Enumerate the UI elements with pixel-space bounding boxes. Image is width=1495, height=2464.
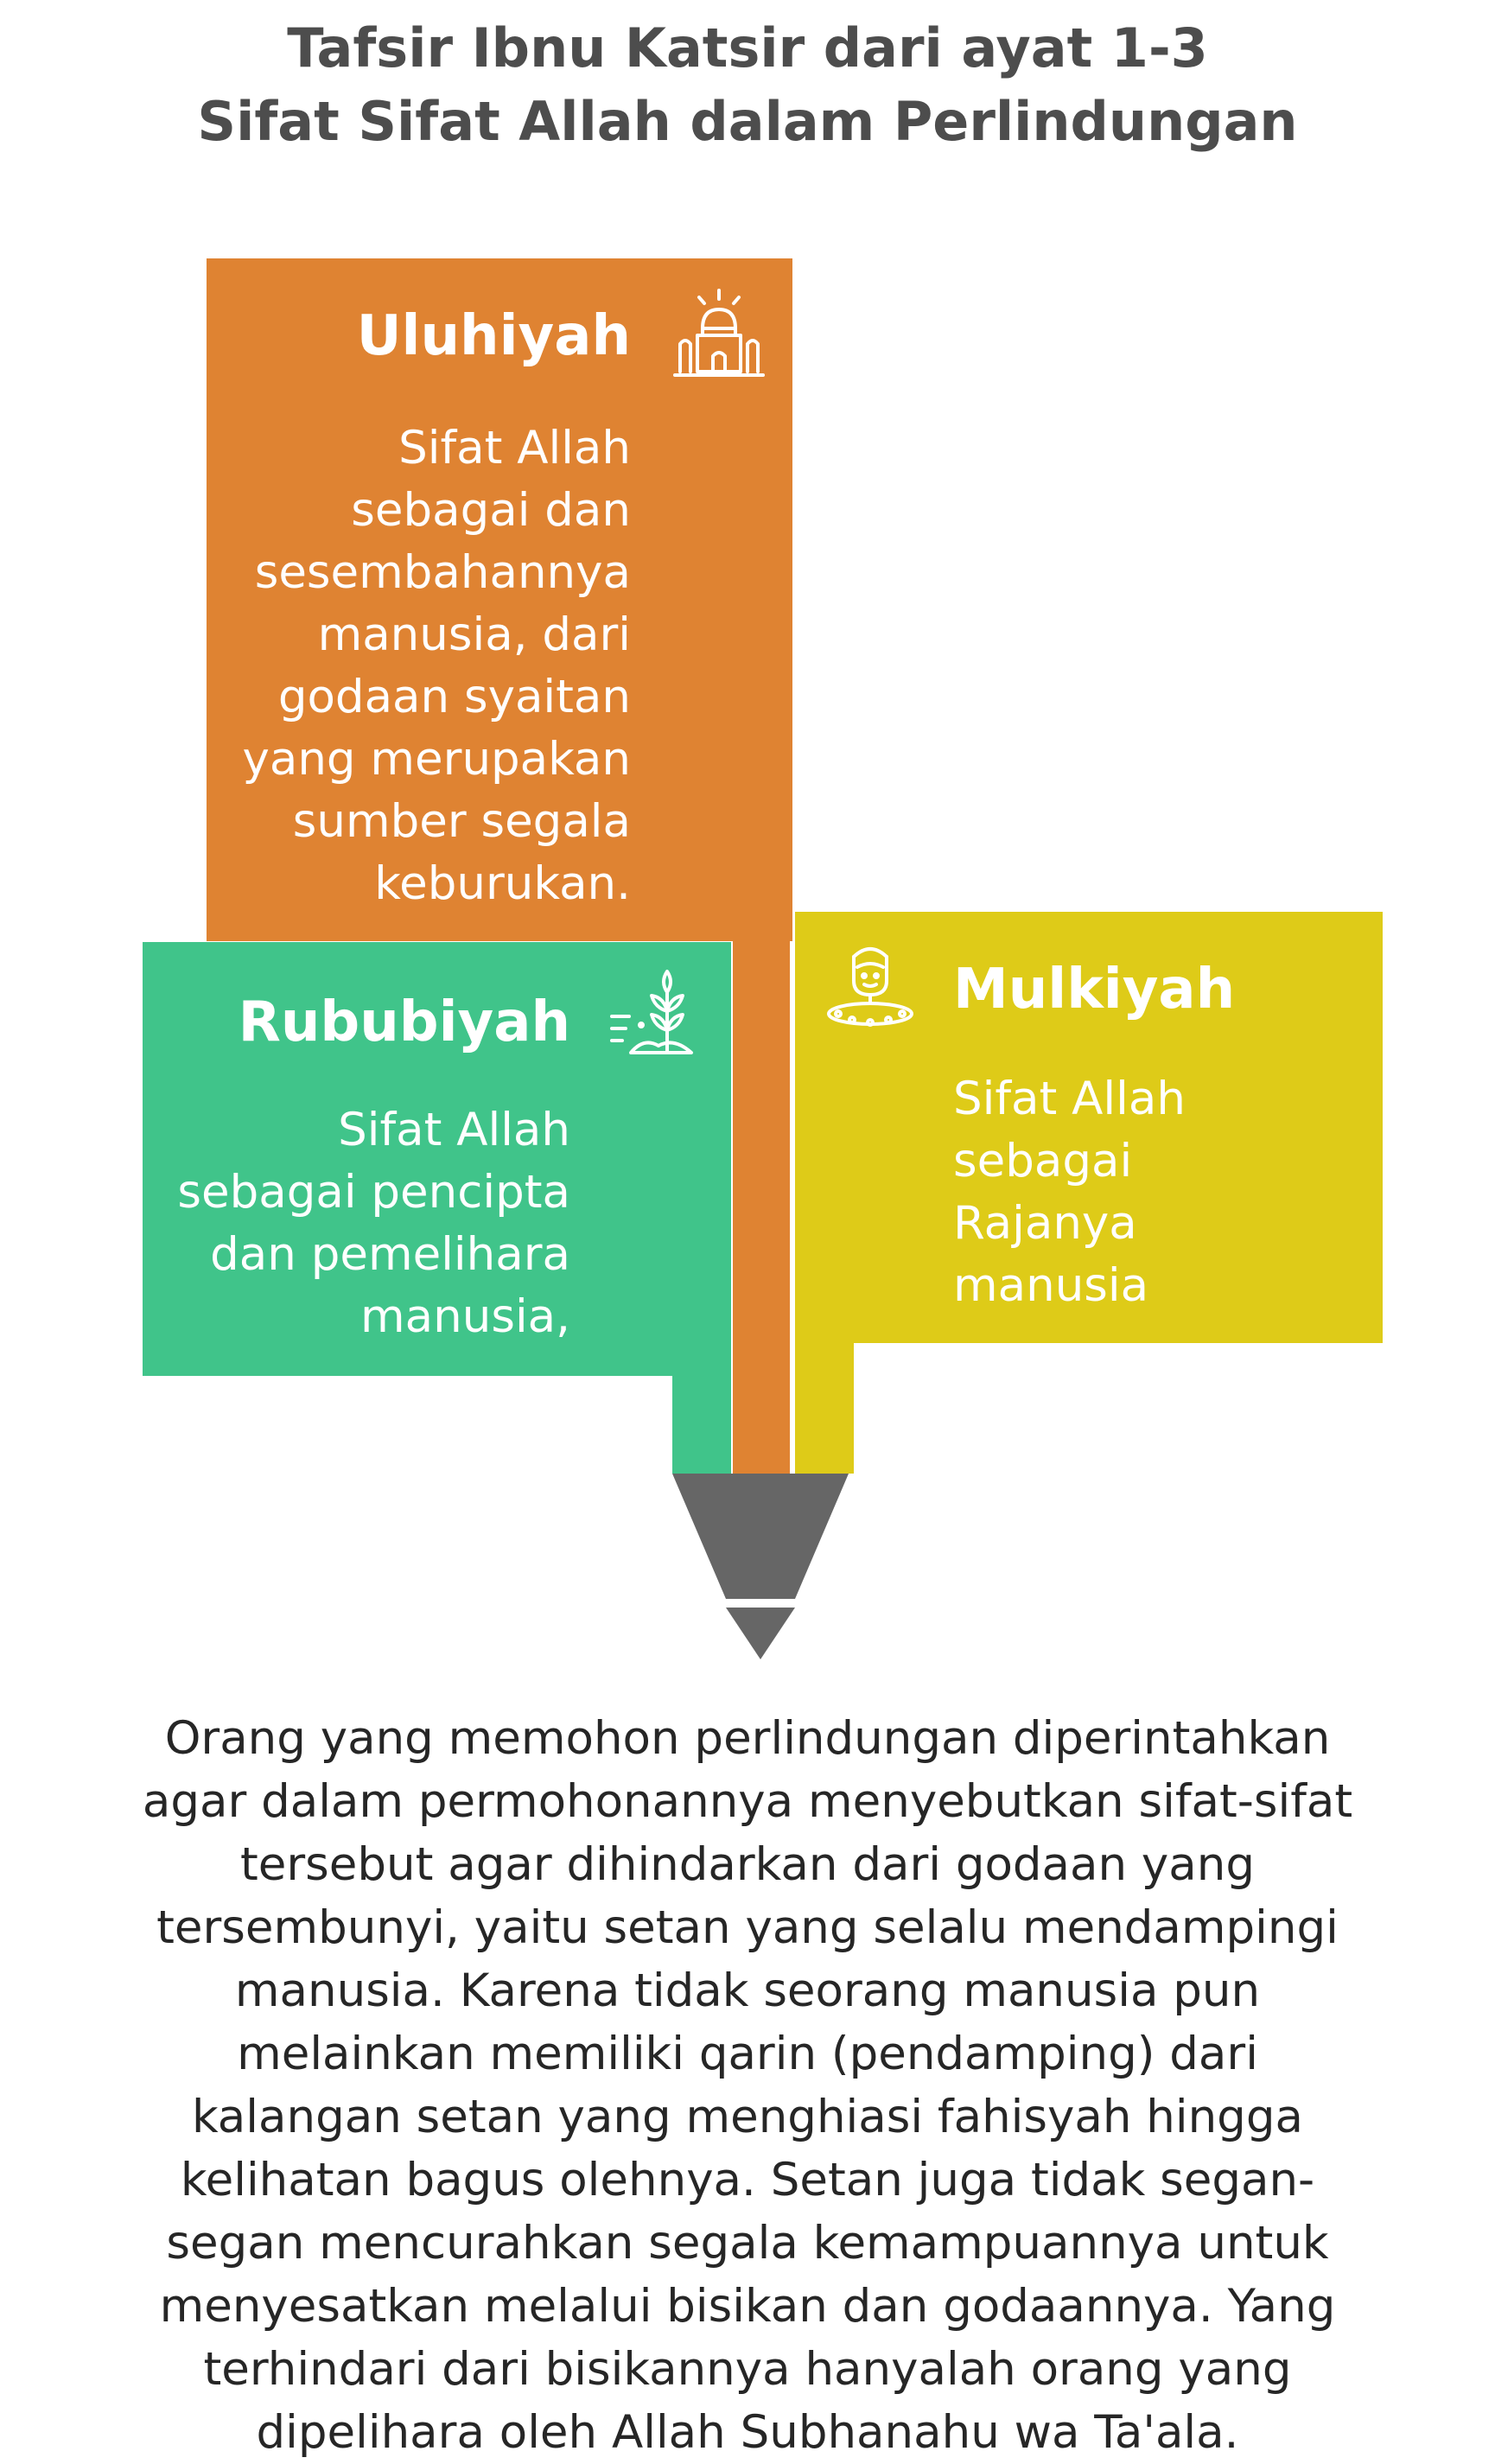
uluhiyah-desc-line: sesembahannya xyxy=(254,546,631,599)
summary-line: tersebut agar dihindarkan dari godaan yang xyxy=(239,1838,1256,1891)
uluhiyah-desc-line: yang merupakan xyxy=(242,733,631,786)
uluhiyah-desc-line: Sifat Allah xyxy=(398,422,631,474)
rububiyah-description xyxy=(121,1099,570,1348)
uluhiyah-desc-line: sumber segala xyxy=(292,795,631,848)
summary-line: manusia. Karena tidak seorang manusia pun xyxy=(234,1964,1261,2017)
rububiyah-desc-line: Sifat Allah xyxy=(338,1104,570,1156)
uluhiyah-desc-line: keburukan. xyxy=(374,857,631,910)
summary-line: kelihatan bagus olehnya. Setan juga tidak segan- xyxy=(180,2154,1315,2206)
rububiyah-desc-line: dan pemelihara xyxy=(210,1228,570,1281)
summary-line: melainkan memiliki qarin (pendamping) dari xyxy=(237,2028,1258,2080)
summary-line: terhindari dari bisikannya hanyalah orang yang xyxy=(203,2343,1292,2396)
uluhiyah-stem xyxy=(733,933,790,1474)
rububiyah-desc-line: manusia, xyxy=(360,1290,570,1343)
mosque-icon xyxy=(670,285,769,385)
summary-text xyxy=(56,1707,1439,2464)
title-line-1: Tafsir Ibnu Katsir dari ayat 1-3 xyxy=(287,16,1208,80)
king-icon xyxy=(821,938,920,1037)
mulkiyah-description xyxy=(953,1068,1325,1317)
rububiyah-title: Rububiyah xyxy=(238,990,570,1054)
mulkiyah-desc-line: sebagai xyxy=(953,1135,1133,1187)
uluhiyah-desc-line: godaan syaitan xyxy=(277,671,631,723)
mulkiyah-desc-line: Rajanya xyxy=(953,1197,1137,1250)
summary-line: segan mencurahkan segala kemampuannya untuk xyxy=(166,2217,1329,2270)
rububiyah-desc-line: sebagai pencipta xyxy=(177,1166,570,1219)
uluhiyah-description xyxy=(173,417,631,915)
rububiyah-stem xyxy=(672,1370,731,1474)
arrow-pointer xyxy=(665,1469,856,1668)
plant-icon xyxy=(605,966,704,1066)
mulkiyah-desc-line: manusia xyxy=(953,1259,1149,1312)
mulkiyah-desc-line: Sifat Allah xyxy=(953,1073,1186,1125)
summary-line: agar dalam permohonannya menyebutkan sifat-sifat xyxy=(142,1775,1353,1828)
uluhiyah-desc-line: manusia, dari xyxy=(317,608,631,661)
summary-line: tersembunyi, yaitu setan yang selalu mendampingi xyxy=(156,1901,1339,1954)
summary-line: Orang yang memohon perlindungan diperintahkan xyxy=(164,1712,1331,1765)
summary-line: dipelihara oleh Allah Subhanahu wa Ta'ala. xyxy=(256,2406,1239,2459)
title-line-2: Sifat Sifat Allah dalam Perlindungan xyxy=(197,90,1298,153)
summary-line: kalangan setan yang menghiasi fahisyah hingga xyxy=(192,2091,1303,2143)
summary-line: menyesatkan melalui bisikan dan godaannya. Yang xyxy=(159,2280,1336,2333)
uluhiyah-desc-line: sebagai dan xyxy=(351,484,631,537)
mulkiyah-stem xyxy=(795,1340,854,1474)
uluhiyah-title: Uluhiyah xyxy=(356,304,631,368)
mulkiyah-title: Mulkiyah xyxy=(953,958,1236,1022)
